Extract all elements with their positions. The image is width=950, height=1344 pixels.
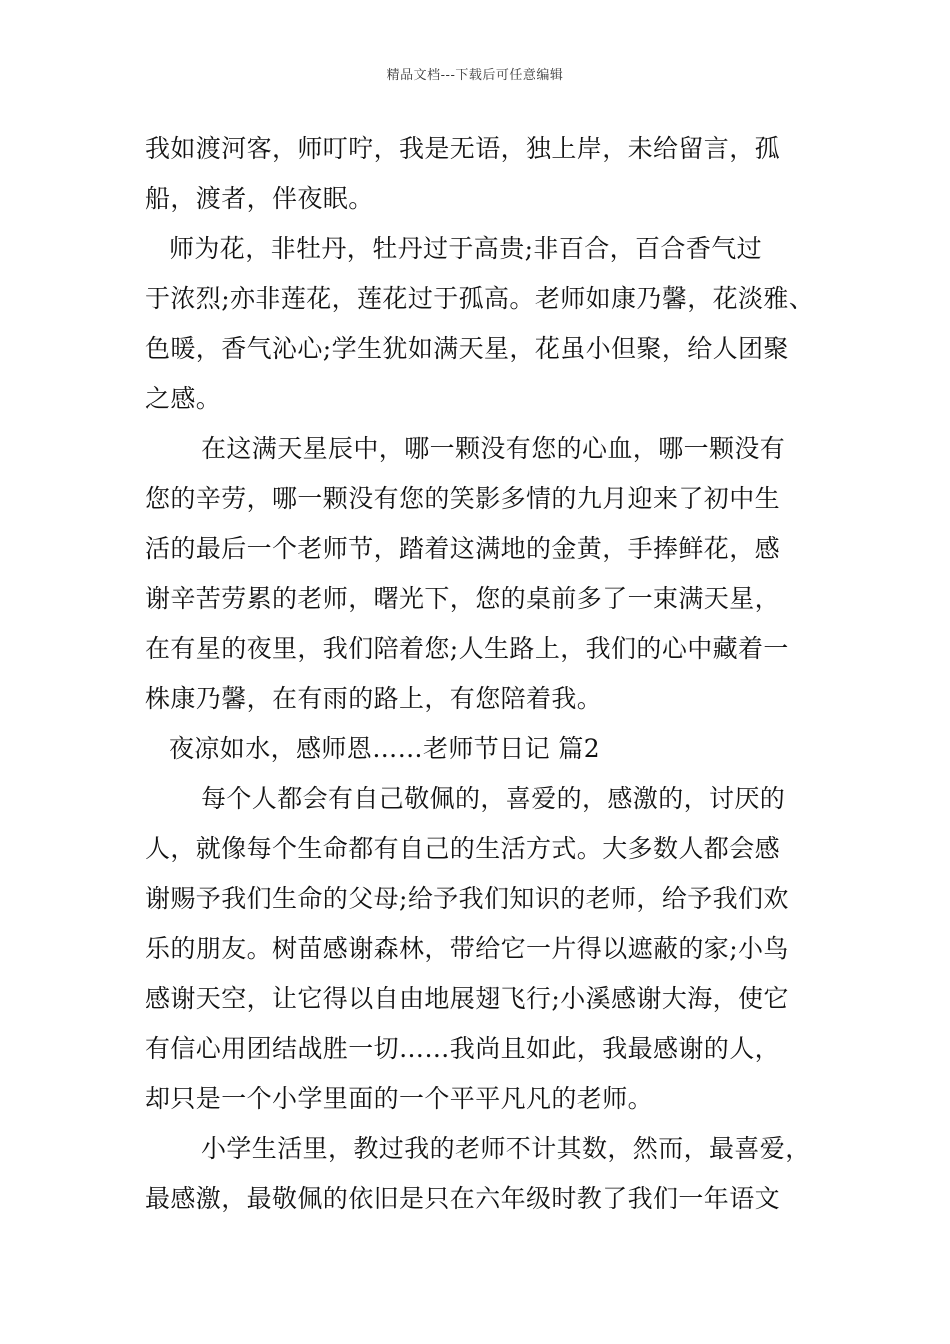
text-line: 每个人都会有自己敬佩的，喜爱的，感激的，讨厌的 bbox=[201, 784, 786, 813]
text-line: 于浓烈;亦非莲花，莲花过于孤高。老师如康乃馨，花淡雅、 bbox=[145, 284, 815, 313]
text-line: 活的最后一个老师节，踏着这满地的金黄，手捧鲜花，感 bbox=[145, 534, 781, 563]
text-line: 人，就像每个生命都有自己的生活方式。大多数人都会感 bbox=[145, 834, 781, 863]
text-line: 您的辛劳，哪一颗没有您的笑影多情的九月迎来了初中生 bbox=[145, 484, 781, 513]
section-heading: 夜凉如水，感师恩……老师节日记 篇2 bbox=[169, 734, 601, 763]
text-line: 船，渡者，伴夜眠。 bbox=[145, 184, 374, 213]
text-line: 我如渡河客，师叮咛，我是无语，独上岸，未给留言，孤 bbox=[145, 134, 781, 163]
text-line: 却只是一个小学里面的一个平平凡凡的老师。 bbox=[145, 1084, 654, 1113]
text-line: 有信心用团结战胜一切……我尚且如此，我最感谢的人， bbox=[145, 1034, 781, 1063]
text-line: 株康乃馨，在有雨的路上，有您陪着我。 bbox=[145, 684, 603, 713]
text-line: 谢赐予我们生命的父母;给予我们知识的老师，给予我们欢 bbox=[145, 884, 789, 913]
text-line: 色暖，香气沁心;学生犹如满天星，花虽小但聚，给人团聚 bbox=[145, 334, 789, 363]
text-line: 在这满天星辰中，哪一颗没有您的心血，哪一颗没有 bbox=[201, 434, 786, 463]
text-line: 在有星的夜里，我们陪着您;人生路上，我们的心中藏着一 bbox=[145, 634, 789, 663]
text-line: 乐的朋友。树苗感谢森林，带给它一片得以遮蔽的家;小鸟 bbox=[145, 934, 789, 963]
text-line: 之感。 bbox=[145, 384, 222, 413]
text-line: 师为花，非牡丹，牡丹过于高贵;非百合，百合香气过 bbox=[169, 234, 763, 263]
text-line: 最感激，最敬佩的依旧是只在六年级时教了我们一年语文 bbox=[145, 1184, 781, 1213]
text-line: 感谢天空，让它得以自由地展翅飞行;小溪感谢大海，使它 bbox=[145, 984, 789, 1013]
document-body bbox=[145, 129, 825, 1229]
text-line: 谢辛苦劳累的老师，曙光下，您的桌前多了一束满天星， bbox=[145, 584, 781, 613]
text-line: 小学生活里，教过我的老师不计其数，然而，最喜爱， bbox=[201, 1134, 811, 1163]
page-header: 精品文档---下载后可任意编辑 bbox=[386, 68, 564, 83]
